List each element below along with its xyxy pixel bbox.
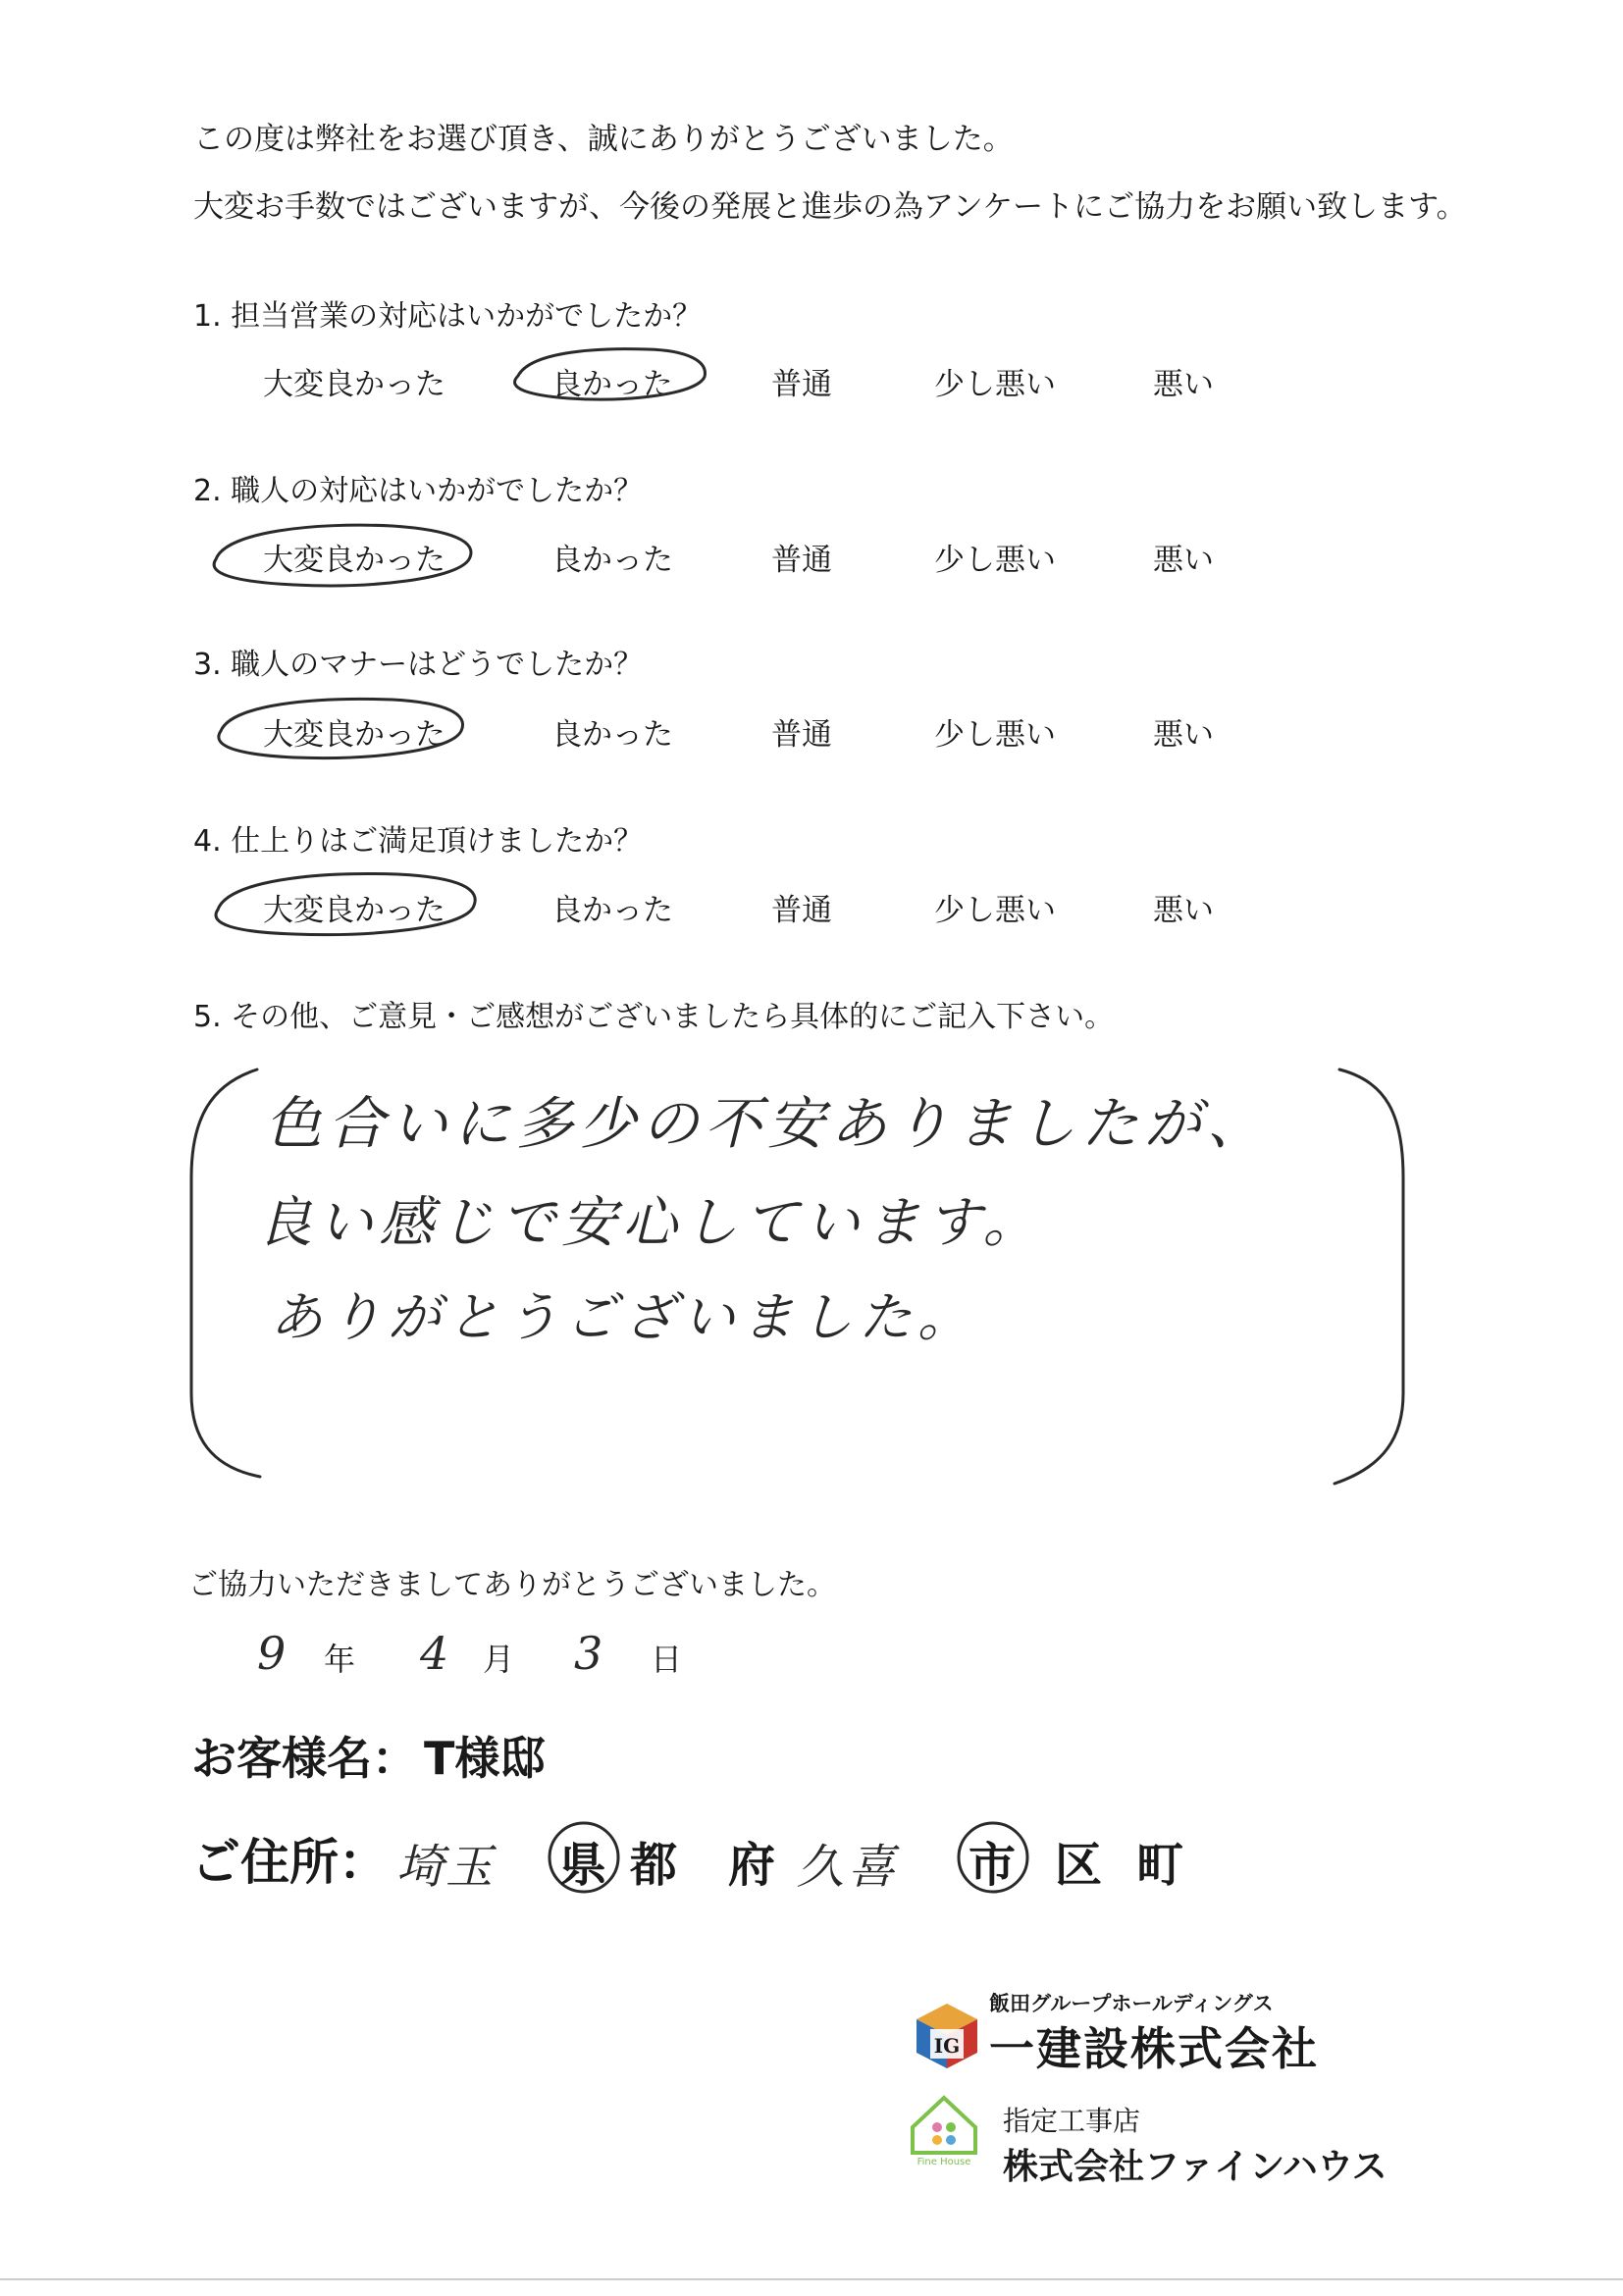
intro-line-2: 大変お手数ではございますが、今後の発展と進歩の為アンケートにご協力をお願い致します。	[193, 189, 1467, 225]
ig-logo-letters: IG	[933, 2034, 961, 2058]
company-name: 一建設株式会社	[989, 2022, 1319, 2075]
address-machi: 町	[1136, 1838, 1184, 1893]
q2-option-slightly-bad[interactable]: 少し悪い	[934, 543, 1056, 578]
q1-option-very-good[interactable]: 大変良かった	[263, 367, 445, 402]
address-ken: 県	[559, 1838, 607, 1893]
comment-box-right-bracket	[1335, 1070, 1403, 1484]
ig-cube-icon	[913, 2002, 981, 2070]
designated-label: 指定工事店	[1003, 2105, 1141, 2137]
q3-option-bad[interactable]: 悪い	[1153, 717, 1214, 753]
address-ku: 区	[1055, 1838, 1103, 1893]
date-day-value: 3	[574, 1627, 609, 1680]
q3-option-slightly-bad[interactable]: 少し悪い	[934, 717, 1056, 753]
q3-option-very-good[interactable]: 大変良かった	[263, 717, 445, 753]
question-1-title: 1. 担当営業の対応はいかがでしたか？	[193, 299, 703, 334]
q4-option-bad[interactable]: 悪い	[1153, 893, 1214, 928]
address-label: ご住所：	[191, 1834, 388, 1891]
q4-option-good[interactable]: 良かった	[551, 893, 673, 928]
comment-box-left-bracket	[191, 1070, 260, 1477]
q4-option-normal[interactable]: 普通	[771, 893, 832, 928]
partner-company-name: 株式会社ファインハウス	[1003, 2147, 1387, 2187]
date-year-label: 年	[324, 1641, 356, 1678]
comment-line-2: 良い感じで安心しています。	[257, 1191, 1044, 1255]
q2-option-good[interactable]: 良かった	[551, 543, 673, 578]
q4-option-very-good[interactable]: 大変良かった	[263, 893, 445, 928]
comment-line-1: 色合いに多少の不安ありましたが、	[265, 1090, 1271, 1157]
date-month-value: 4	[420, 1627, 455, 1680]
q1-option-slightly-bad[interactable]: 少し悪い	[934, 367, 1056, 402]
address-to: 都	[630, 1838, 678, 1893]
date-month-label: 月	[483, 1641, 515, 1678]
q1-option-bad[interactable]: 悪い	[1153, 367, 1214, 402]
date-year-value: 9	[257, 1627, 292, 1680]
question-2-title: 2. 職人の対応はいかがでしたか？	[193, 474, 644, 508]
customer-label: お客様名：	[191, 1732, 417, 1785]
fine-house-logo-text: Fine House	[916, 2157, 971, 2166]
question-3-title: 3. 職人のマナーはどうでしたか？	[193, 648, 644, 682]
thanks-message: ご協力いただきましてありがとうございました。	[188, 1568, 836, 1602]
q3-option-normal[interactable]: 普通	[771, 717, 832, 753]
question-5-title: 5. その他、ご意見・ご感想がございましたら具体的にご記入下さい。	[193, 1000, 1115, 1034]
date-day-label: 日	[651, 1641, 683, 1678]
comment-line-3: ありがとうございました。	[270, 1286, 976, 1348]
q2-option-very-good[interactable]: 大変良かった	[263, 543, 445, 578]
q2-option-normal[interactable]: 普通	[771, 543, 832, 578]
address-prefecture: 埼玉	[396, 1840, 496, 1895]
q2-option-bad[interactable]: 悪い	[1153, 543, 1214, 578]
address-fu: 府	[728, 1838, 776, 1893]
question-4-title: 4. 仕上りはご満足頂けましたか？	[193, 824, 644, 859]
group-name: 飯田グループホールディングス	[989, 1992, 1274, 2015]
fine-house-logo-icon	[905, 2088, 983, 2166]
q3-option-good[interactable]: 良かった	[551, 717, 673, 753]
address-city: 久喜	[797, 1840, 900, 1895]
q1-option-normal[interactable]: 普通	[771, 367, 832, 402]
q1-option-good[interactable]: 良かった	[551, 367, 673, 402]
q4-option-slightly-bad[interactable]: 少し悪い	[934, 893, 1056, 928]
address-shi: 市	[969, 1838, 1017, 1893]
customer-name: T様邸	[424, 1732, 546, 1785]
intro-line-1: この度は弊社をお選び頂き、誠にありがとうございました。	[193, 122, 1014, 157]
